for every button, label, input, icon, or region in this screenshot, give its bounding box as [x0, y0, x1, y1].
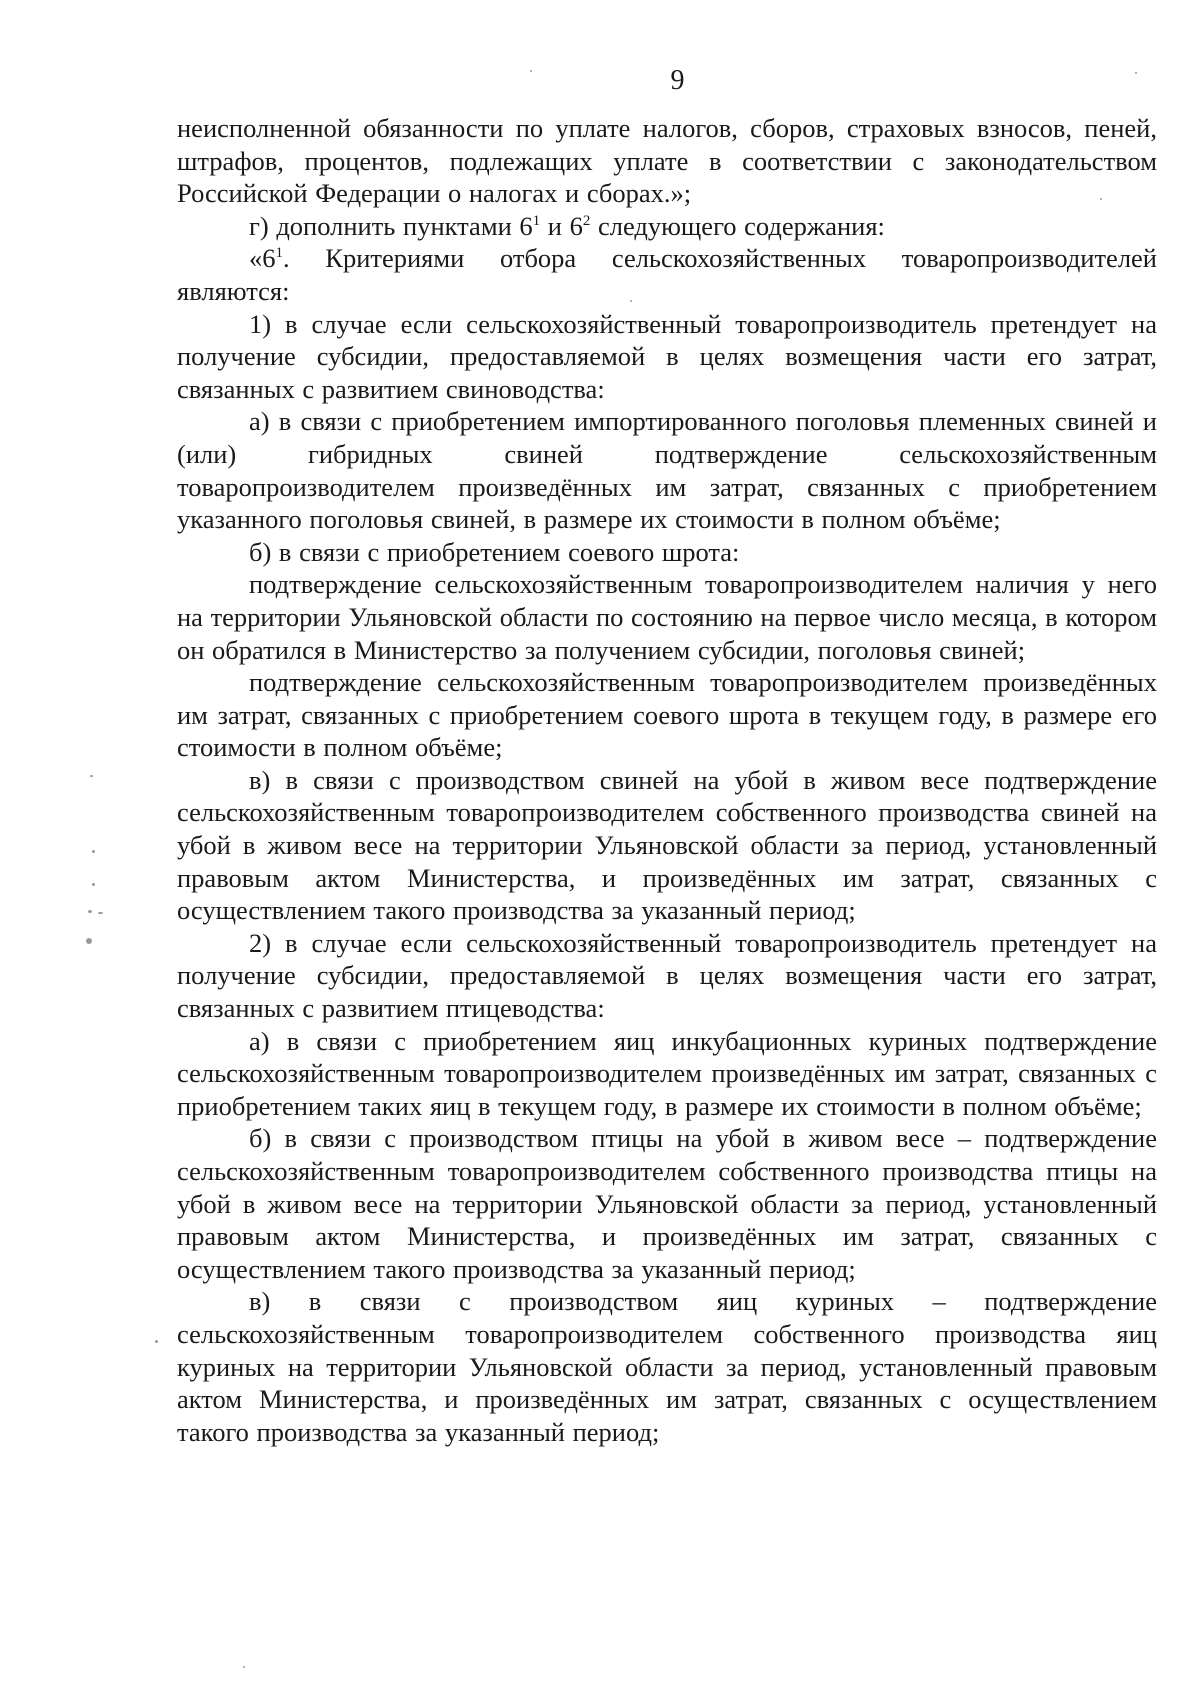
scan-speck	[88, 910, 92, 913]
superscript-1: 1	[275, 245, 283, 262]
paragraph-13: в) в связи с производством яиц куриных – подтверждение сельскохозяйственным товаропроизводителем собственного производства яиц куриных на территории Ульяновской области за период, установленный правовым актом Министерства, и произведённых им затрат, связанных с осуществлением такого производства за указанный период;	[177, 1286, 1157, 1447]
scan-speck	[1100, 198, 1102, 200]
paragraph-3-text-after: . Критериями отбора сельскохозяйственных товаропроизводителей являются:	[177, 243, 1157, 306]
scan-speck	[1135, 72, 1137, 74]
paragraph-2-text-after: следующего содержания:	[590, 210, 885, 241]
scan-speck	[155, 1340, 158, 1343]
scan-speck	[630, 300, 632, 302]
scan-speck	[86, 938, 92, 944]
page-number: 9	[670, 65, 685, 96]
paragraph-2	[177, 210, 1157, 243]
paragraph-10: 2) в случае если сельскохозяйственный товаропроизводитель претендует на получение субсидии, предоставляемой в целях возмещения части его затрат, связанных с развитием птицеводства:	[177, 927, 1157, 1024]
paragraph-7: подтверждение сельскохозяйственным товаропроизводителем наличия у него на территории Ульяновской области по состоянию на первое число месяца, в котором он обратился в Министерство за получением субсидии, поголовья свиней;	[177, 569, 1157, 665]
scan-speck	[92, 883, 95, 886]
scan-speck	[90, 775, 93, 777]
paragraph-1: неисполненной обязанности по уплате налогов, сборов, страховых взносов, пеней, штрафов, процентов, подлежащих уплате в соответствии с законодательством Российской Федерации о налогах и сборах.»;	[177, 113, 1157, 209]
superscript-1: 1	[532, 212, 541, 229]
scan-speck	[530, 70, 532, 72]
scan-speck	[92, 850, 95, 853]
paragraph-3	[177, 242, 1157, 307]
paragraph-5: а) в связи с приобретением импортированного поголовья племенных свиней и (или) гибридных свиней подтверждение сельскохозяйственным товаропроизводителем произведённых им затрат, связанных с приобретением указанного поголовья свиней, в размере их стоимости в полном объёме;	[177, 406, 1157, 535]
paragraph-12: б) в связи с производством птицы на убой в живом весе – подтверждение сельскохозяйственным товаропроизводителем собственного производства птицы на убой в живом весе на территории Ульяновской области за период, установленный правовым актом Министерства, и произведённых им затрат, связанных с осуществлением такого производства за указанный период;	[177, 1123, 1157, 1284]
paragraph-9: в) в связи с производством свиней на убой в живом весе подтверждение сельскохозяйственным товаропроизводителем собственного производства свиней на убой в живом весе на территории Ульяновской области за период, установленный правовым актом Министерства, и произведённых им затрат, связанных с осуществлением такого производства за указанный период;	[177, 764, 1157, 926]
paragraph-2-text-middle: и 6	[540, 210, 583, 241]
paragraph-6: б) в связи с приобретением соевого шрота:	[249, 536, 740, 567]
paragraph-11: а) в связи с приобретением яиц инкубационных куриных подтверждение сельскохозяйственным товаропроизводителем произведённых им затрат, связанных с приобретением таких яиц в текущем году, в размере их стоимости в полном объёме;	[177, 1025, 1157, 1121]
scan-speck	[98, 912, 103, 914]
superscript-2: 2	[582, 212, 591, 229]
paragraph-8: подтверждение сельскохозяйственным товаропроизводителем произведённых им затрат, связанных с приобретением соевого шрота в текущем году, в размере его стоимости в полном объёме;	[177, 667, 1157, 763]
document-body	[177, 112, 1157, 1448]
scan-speck	[243, 1666, 245, 1668]
paragraph-3-text-before: «6	[249, 243, 276, 274]
paragraph-4: 1) в случае если сельскохозяйственный товаропроизводитель претендует на получение субсидии, предоставляемой в целях возмещения части его затрат, связанных с развитием свиноводства:	[177, 308, 1157, 404]
paragraph-2-text-before: г) дополнить пунктами 6	[249, 210, 533, 241]
